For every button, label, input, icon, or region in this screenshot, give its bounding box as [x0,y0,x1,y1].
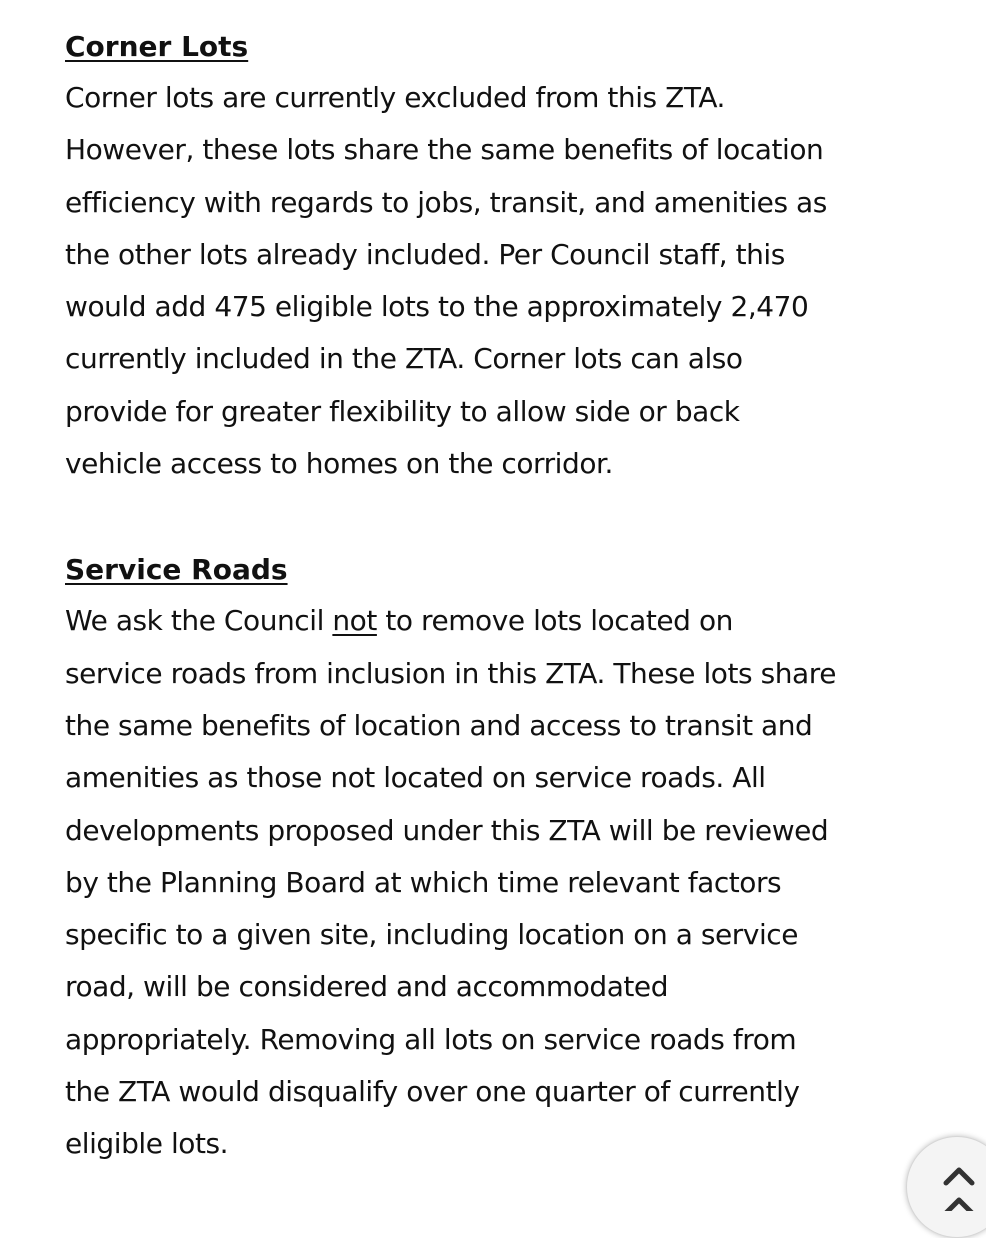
text-line: the ZTA would disqualify over one quarter of currently [65,1075,800,1109]
text-line: However, these lots share the same benefits of location [65,133,824,167]
text-line: road, will be considered and accommodated [65,970,669,1004]
text-line: would add 475 eligible lots to the approximately 2,470 [65,290,809,324]
text-line-with-emphasis [65,595,945,647]
text-line: vehicle access to homes on the corridor. [65,447,613,481]
section-service-roads [65,545,945,1170]
text-line: service roads from inclusion in this ZTA. These lots share [65,656,836,690]
paragraph-service-roads [65,595,945,1170]
text-line: appropriately. Removing all lots on service roads from [65,1022,797,1056]
text-line: provide for greater flexibility to allow side or back [65,394,740,428]
text-line: eligible lots. [65,1127,229,1161]
emphasis-not: not [332,604,377,638]
text-line: currently included in the ZTA. Corner lots can also [65,342,743,376]
section-corner-lots [65,22,945,490]
text-line: specific to a given site, including location on a service [65,918,799,952]
section-spacer [65,490,945,545]
section-heading-service-roads: Service Roads [65,553,288,587]
section-heading-corner-lots: Corner Lots [65,30,249,63]
text-line: by the Planning Board at which time relevant factors [65,865,782,899]
text-line: the other lots already included. Per Council staff, this [65,237,785,271]
text-segment: to remove lots located on [376,604,733,638]
text-segment: We ask the Council [65,604,333,638]
document-body [65,22,945,1171]
text-line: the same benefits of location and access to transit and [65,708,813,742]
paragraph-corner-lots [65,72,945,490]
text-line: developments proposed under this ZTA will be reviewed [65,813,829,847]
chevron-up-icon [941,1151,977,1211]
text-line: efficiency with regards to jobs, transit, and amenities as [65,185,827,219]
text-line: amenities as those not located on service roads. All [65,761,766,795]
text-line: Corner lots are currently excluded from this ZTA. [65,81,725,114]
